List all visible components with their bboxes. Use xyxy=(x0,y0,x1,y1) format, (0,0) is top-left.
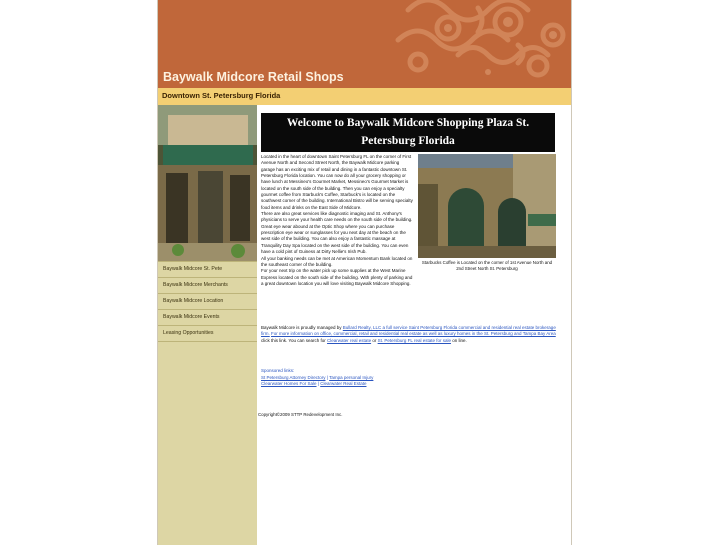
sponsored-link[interactable]: Clearwater Homes For Sale xyxy=(261,381,317,386)
sidebar-nav xyxy=(158,261,257,342)
paragraph: All your banking needs can be met at American Momentum Bank located on the southeast corner of the building. xyxy=(261,255,413,267)
starbucks-photo xyxy=(418,154,556,258)
header-banner xyxy=(158,0,571,88)
paragraph: There are also great services like diagnostic imaging and St. Anthony's physicians to serve your health care needs on the south side of the building. Great eye wear abound at the Optic Shop where you can purchase prescription eye wear or sunglasses for you next day at the beach on the west side of the building. You can also enjoy a fantastic massage at Tranquility Day Spa located on the west side of the building. You can even have a cold pint of Guiness at Dirty Nellie's Irish Pub. xyxy=(261,211,413,255)
separator: | xyxy=(325,374,330,380)
nav-item-leasing[interactable]: Leasing Opportunities xyxy=(158,325,257,342)
management-intro: Baywalk Midcore is proudly managed by xyxy=(261,325,343,330)
sponsored-link[interactable]: St Petersburg Attorney Directory xyxy=(261,374,326,380)
subheader-bar xyxy=(158,88,571,105)
description-text xyxy=(261,154,413,287)
management-text-4: on line. xyxy=(450,337,467,343)
paragraph: For your next trip on the water pick up some supplies at the West Marine Express located on the south side of the building. With plenty of parking and a great downtown location you will love visiting Baywalk Midcore Shopping. xyxy=(261,268,413,286)
welcome-heading: Welcome to Baywalk Midcore Shopping Plaza St. Petersburg Florida xyxy=(261,113,555,152)
starbucks-photo-art xyxy=(418,154,556,258)
more-info-link[interactable]: For more information on office, commercial, retail and residential real estate as well as luxury homes in the St. Petersburg and Tampa Bay Area xyxy=(271,331,556,337)
sponsored-link[interactable]: Tampa personal Injury xyxy=(329,374,374,380)
sponsored-links xyxy=(261,368,557,388)
nav-item-st-pete[interactable]: Baywalk Midcore St. Pete xyxy=(158,261,257,277)
management-text-2: click this link. You can search for xyxy=(261,337,328,343)
photo-caption: Starbucks Coffee is Located on the corner of 1st Avenue North and 2nd Street North St. Petersburg xyxy=(421,260,553,271)
storefront-photo xyxy=(158,105,257,261)
bullard-realty-link[interactable]: Bullard Realty, LLC a full service Saint Petersburg Florida commercial and residential real estate brokerage firm. xyxy=(261,325,556,337)
management-text xyxy=(261,325,557,344)
st-pete-real-estate-link[interactable]: St. Petersburg FL real estate for sale xyxy=(377,337,451,343)
site-subtitle: Downtown St. Petersburg Florida xyxy=(162,91,281,100)
nav-item-location[interactable]: Baywalk Midcore Location xyxy=(158,293,257,309)
sponsored-link[interactable]: Clearwater Real Estate xyxy=(320,381,367,386)
sponsored-heading: Sponsored links: xyxy=(261,368,295,373)
paragraph: Located in the heart of downtown Saint Petersburg FL on the corner of First Avenue North and Second Street North, the Baywalk Midcore parking garage has an exciting mix of retail and dining in a fantastic downtown St. Petersburg Florida location. You can now do all your grocery shopping or have lunch at Messineo's Gourmet Market, Messineo's Gourmet Market is located on the south side of the building. Then you can enjoy a specialty gourmet coffee from Starbuck's Coffee, Starbuck's is located on the southwest corner of the building. International Bistro will be serving specialty food items and drinks on the East Side of Midcore. xyxy=(261,154,413,210)
sidebar xyxy=(158,105,257,545)
sponsored-row-2 xyxy=(261,381,557,388)
storefront-photo-art xyxy=(158,105,257,261)
clearwater-real-estate-link[interactable]: Clearwater real estate xyxy=(327,337,372,343)
management-text-3: or xyxy=(371,337,378,343)
nav-item-events[interactable]: Baywalk Midcore Events xyxy=(158,309,257,325)
main-content xyxy=(261,113,559,386)
nav-item-merchants[interactable]: Baywalk Midcore Merchants xyxy=(158,277,257,293)
copyright-text: Copyright©2009 STTP Redevelopment Inc. xyxy=(258,412,343,417)
page-container xyxy=(157,0,572,545)
site-title: Baywalk Midcore Retail Shops xyxy=(163,70,344,84)
separator: | xyxy=(316,381,321,386)
starbucks-figure xyxy=(418,154,556,272)
